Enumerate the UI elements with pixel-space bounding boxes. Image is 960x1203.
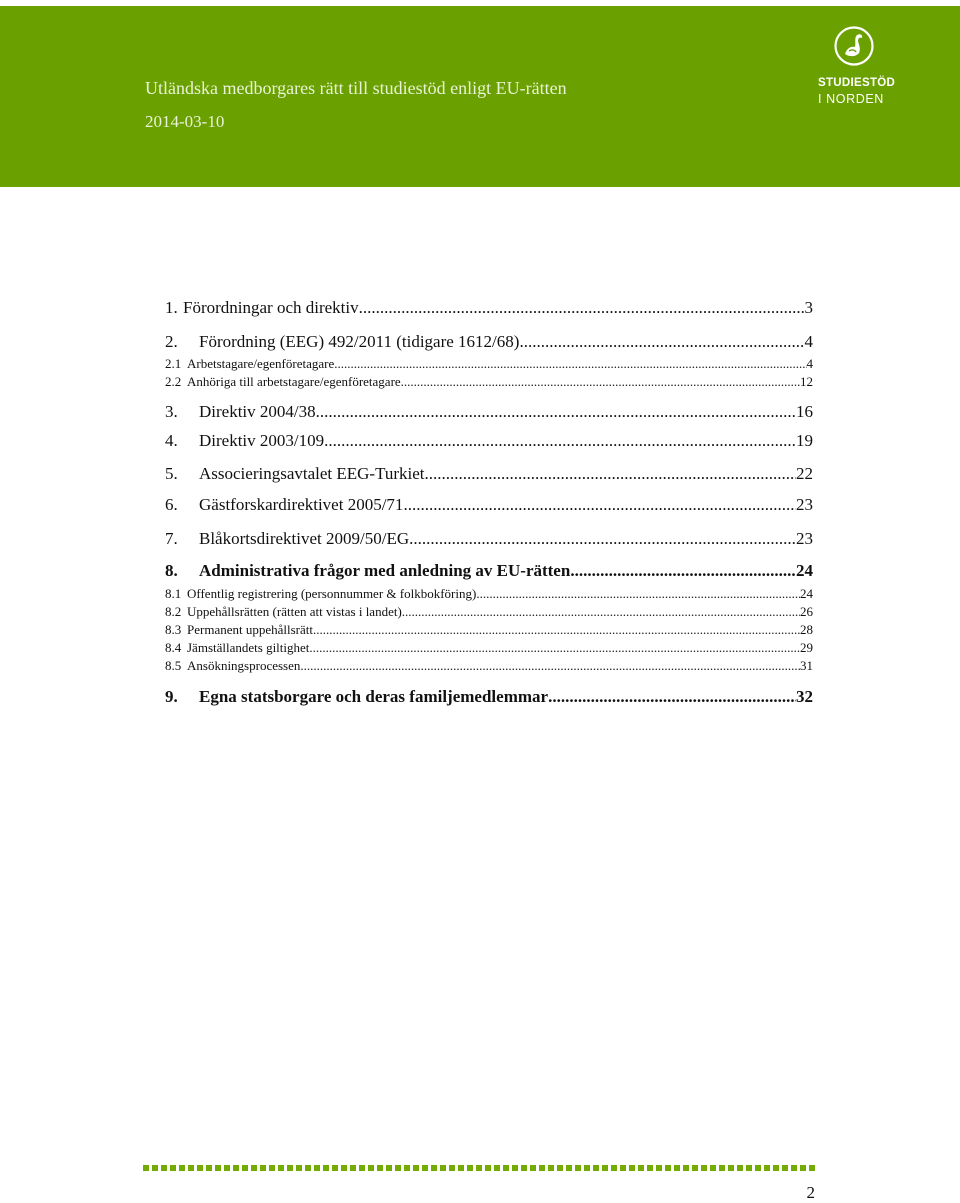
- toc-entry-label: Direktiv 2003/109: [199, 431, 325, 450]
- document-title: Utländska medborgares rätt till studiestöd enligt EU-rätten: [145, 78, 567, 98]
- toc-leader-dots: [300, 658, 800, 674]
- toc-leader-dots: [403, 495, 796, 515]
- toc-entry-label: Uppehållsrätten (rätten att vistas i landet): [187, 604, 402, 619]
- toc-leader-dots: [402, 604, 800, 620]
- toc-leader-dots: [316, 402, 796, 422]
- toc-leader-dots: [359, 298, 805, 318]
- toc-entry-number: 2.: [165, 332, 178, 351]
- toc-entry-page: 22: [796, 464, 813, 483]
- toc-entry-label: Gästforskardirektivet 2005/71: [199, 495, 404, 514]
- toc-entry-page: 12: [800, 374, 813, 389]
- toc-entry-number: 8.3: [165, 622, 182, 637]
- toc-entry-number: 8.2: [165, 604, 182, 619]
- toc-entry[interactable]: [165, 687, 813, 707]
- toc-entry-page: 23: [796, 495, 813, 514]
- logo: [818, 26, 896, 108]
- toc-entry-label: Anhöriga till arbetstagare/egenföretagare: [187, 374, 401, 389]
- toc-leader-dots: [401, 374, 800, 390]
- toc-entry-number: 6.: [165, 495, 178, 514]
- toc-leader-dots: [519, 332, 804, 352]
- document-date: 2014-03-10: [145, 112, 225, 131]
- toc-entry-number: 8.5: [165, 658, 182, 673]
- toc-entry-number: 2.1: [165, 356, 182, 371]
- toc-entry-page: 24: [800, 586, 813, 601]
- toc-entry-number: 2.2: [165, 374, 182, 389]
- toc-entry-page: 19: [796, 431, 813, 450]
- toc-leader-dots: [409, 529, 796, 549]
- toc-leader-dots: [570, 561, 796, 581]
- toc-entry-page: 4: [804, 332, 813, 351]
- toc-entry-label: Permanent uppehållsrätt: [187, 622, 313, 637]
- toc-entry-page: 32: [796, 687, 813, 706]
- toc-entry-number: 4.: [165, 431, 178, 450]
- toc-entry[interactable]: [165, 464, 813, 484]
- toc-entry-number: 3.: [165, 402, 178, 421]
- toc-entry-page: 26: [800, 604, 813, 619]
- toc-entry-page: 28: [800, 622, 813, 637]
- toc-entry[interactable]: [165, 356, 813, 372]
- footer-dotted-rule: [143, 1165, 817, 1171]
- toc-entry[interactable]: [165, 658, 813, 674]
- toc-entry[interactable]: [165, 622, 813, 638]
- toc-leader-dots: [548, 687, 796, 707]
- toc-entry[interactable]: [165, 604, 813, 620]
- toc-entry-page: 4: [806, 356, 813, 371]
- toc-leader-dots: [324, 431, 796, 451]
- toc-entry-number: 8.: [165, 561, 178, 580]
- toc-entry[interactable]: [165, 332, 813, 352]
- toc-entry-label: Blåkortsdirektivet 2009/50/EG: [199, 529, 410, 548]
- toc-leader-dots: [476, 586, 800, 602]
- toc-entry-label: Administrativa frågor med anledning av EU-rätten: [199, 561, 571, 580]
- page-number: 2: [806, 1183, 815, 1202]
- toc-entry[interactable]: [165, 529, 813, 549]
- toc-entry-number: 5.: [165, 464, 178, 483]
- toc-entry-label: Offentlig registrering (personnummer & folkbokföring): [187, 586, 477, 601]
- toc-entry-page: 16: [796, 402, 813, 421]
- toc-entry-number: 8.1: [165, 586, 182, 601]
- toc-entry-page: 23: [796, 529, 813, 548]
- toc-entry-number: 1.: [165, 298, 178, 317]
- toc-entry[interactable]: [165, 374, 813, 390]
- toc-entry-page: 3: [804, 298, 813, 317]
- toc-entry-number: 9.: [165, 687, 178, 706]
- toc-entry-label: Egna statsborgare och deras familjemedlemmar: [199, 687, 549, 706]
- toc-entry[interactable]: [165, 561, 813, 581]
- toc-entry[interactable]: [165, 431, 813, 451]
- toc-entry[interactable]: [165, 402, 813, 422]
- toc-leader-dots: [425, 464, 796, 484]
- toc-entry[interactable]: [165, 640, 813, 656]
- logo-text-line2: I NORDEN: [818, 92, 884, 106]
- toc-entry-label: Förordningar och direktiv: [183, 298, 359, 317]
- toc-entry-label: Associeringsavtalet EEG-Turkiet: [199, 464, 425, 483]
- toc-entry-label: Ansökningsprocessen: [187, 658, 301, 673]
- toc-entry-label: Jämställandets giltighet: [187, 640, 310, 655]
- toc-entry-number: 7.: [165, 529, 178, 548]
- toc-entry-number: 8.4: [165, 640, 182, 655]
- toc-entry-page: 24: [796, 561, 813, 580]
- toc-leader-dots: [313, 622, 800, 638]
- swan-emblem-icon: [834, 26, 874, 66]
- toc-entry-page: 31: [800, 658, 813, 673]
- toc-entry-label: Direktiv 2004/38: [199, 402, 316, 421]
- toc-entry[interactable]: [165, 495, 813, 515]
- toc-entry-label: Arbetstagare/egenföretagare: [187, 356, 335, 371]
- toc-leader-dots: [334, 356, 806, 372]
- toc-entry-label: Förordning (EEG) 492/2011 (tidigare 1612/68): [199, 332, 520, 351]
- logo-text-line1: STUDIESTÖD: [818, 77, 896, 89]
- toc-leader-dots: [309, 640, 800, 656]
- header-bar: [0, 6, 960, 187]
- toc-entry[interactable]: [165, 586, 813, 602]
- toc-entry-page: 29: [800, 640, 813, 655]
- toc-entry[interactable]: [165, 298, 813, 318]
